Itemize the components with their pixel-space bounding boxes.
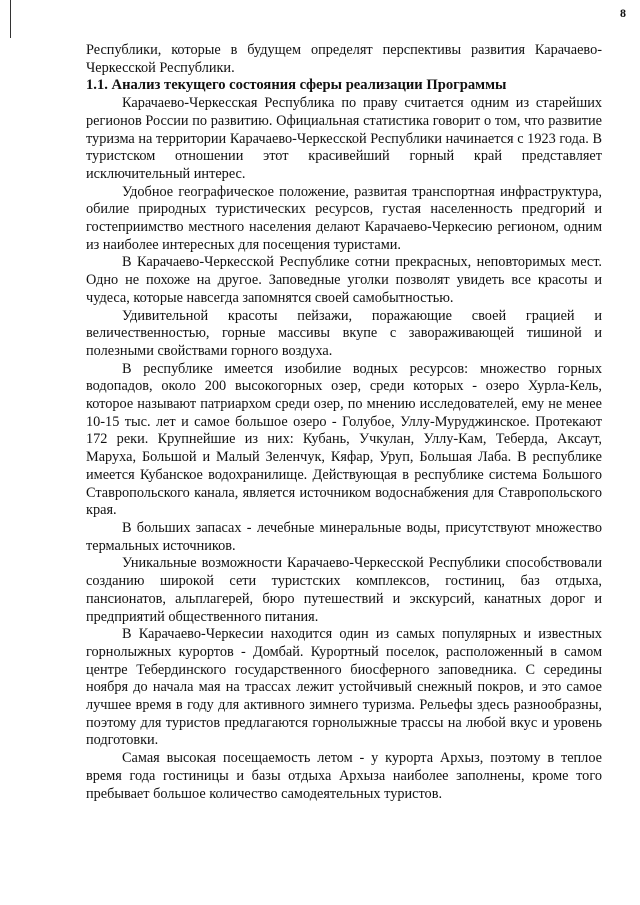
paragraph-2: Удобное географическое положение, развитая транспортная инфраструктура, обилие природных туристических ресурсов, густая населенность предгорий и гостеприимство местного населения делают Карачаево-Черкесию регионом, одним из наиболее интересных для посещения туристами. bbox=[86, 183, 602, 253]
paragraph-3: В Карачаево-Черкесской Республике сотни прекрасных, неповторимых мест. Одно не похоже на другое. Заповедные уголки позволят увидеть все красоты и чудеса, которые навсегда запомнятся своей самобытностью. bbox=[86, 254, 602, 306]
paragraph-7: Уникальные возможности Карачаево-Черкесской Республики способствовали созданию широкой сети туристских комплексов, гостиниц, баз отдыха, пансионатов, альплагерей, бюро путешествий и экскурсий, канатных дорог и предприятий общественного питания. bbox=[86, 555, 602, 625]
paragraph-4: Удивительной красоты пейзажи, поражающие своей грацией и величественностью, горные массивы вкупе с завораживающей тишиной и полезными свойствами горного воздуха. bbox=[86, 307, 602, 359]
paragraph-1: Карачаево-Черкесская Республика по праву считается одним из старейших регионов России по развитию. Официальная статистика говорит о том, что развитие туризма на территории Карачаево-Черкесской Республики начинается с 1923 года. В туристском отношении этот красивейший горный край представляет исключительный интерес. bbox=[86, 95, 602, 182]
paragraph-9: Самая высокая посещаемость летом - у курорта Архыз, поэтому в теплое время года гостиницы и базы отдыха Архыза наиболее заполнены, кроме того пребывает большое количество самодеятельных туристов. bbox=[86, 750, 602, 802]
paragraph-5: В республике имеется изобилие водных ресурсов: множество горных водопадов, около 200 высокогорных озер, среди которых - озеро Хурла-Кель, которое называют патриархом среди озер, по мнению исследователей, ему не менее 10-15 тыс. лет и самое большое озеро - Голубое, Уллу-Муруджинское. Протекают 172 реки. Крупнейшие из них: Кубань, Учкулан, Уллу-Кам, Теберда, Аксаут, Маруха, Большой и Малый Зеленчук, Кяфар, Уруп, Большая Лаба. В республике имеется Кубанское водохранилище. Действующая в республике система Большого Ставропольского канала, является источником водоснабжения для Ставропольского края. bbox=[86, 360, 602, 519]
document-body bbox=[86, 42, 602, 803]
section-heading: 1.1. Анализ текущего состояния сферы реализации Программы bbox=[86, 77, 507, 94]
margin-line bbox=[10, 0, 11, 38]
intro-text: Республики, которые в будущем определят перспективы развития Карачаево-Черкесской Республики. bbox=[86, 42, 602, 76]
paragraph-6: В больших запасах - лечебные минеральные воды, присутствуют множество термальных источников. bbox=[86, 519, 602, 554]
paragraph-8: В Карачаево-Черкесии находится один из самых популярных и известных горнолыжных курортов - Домбай. Курортный поселок, расположенный в самом центре Тебердинского государственного биосферного заповедника. С середины ноября до начала мая на трассах лежит устойчивый снежный покров, и это самое лучшее время в году для активного зимнего туризма. Рельефы здесь разнообразны, поэтому для туристов предлагаются горнолыжные трассы на любой вкус и уровень подготовки. bbox=[86, 626, 602, 749]
page-number: 8 bbox=[620, 6, 626, 20]
